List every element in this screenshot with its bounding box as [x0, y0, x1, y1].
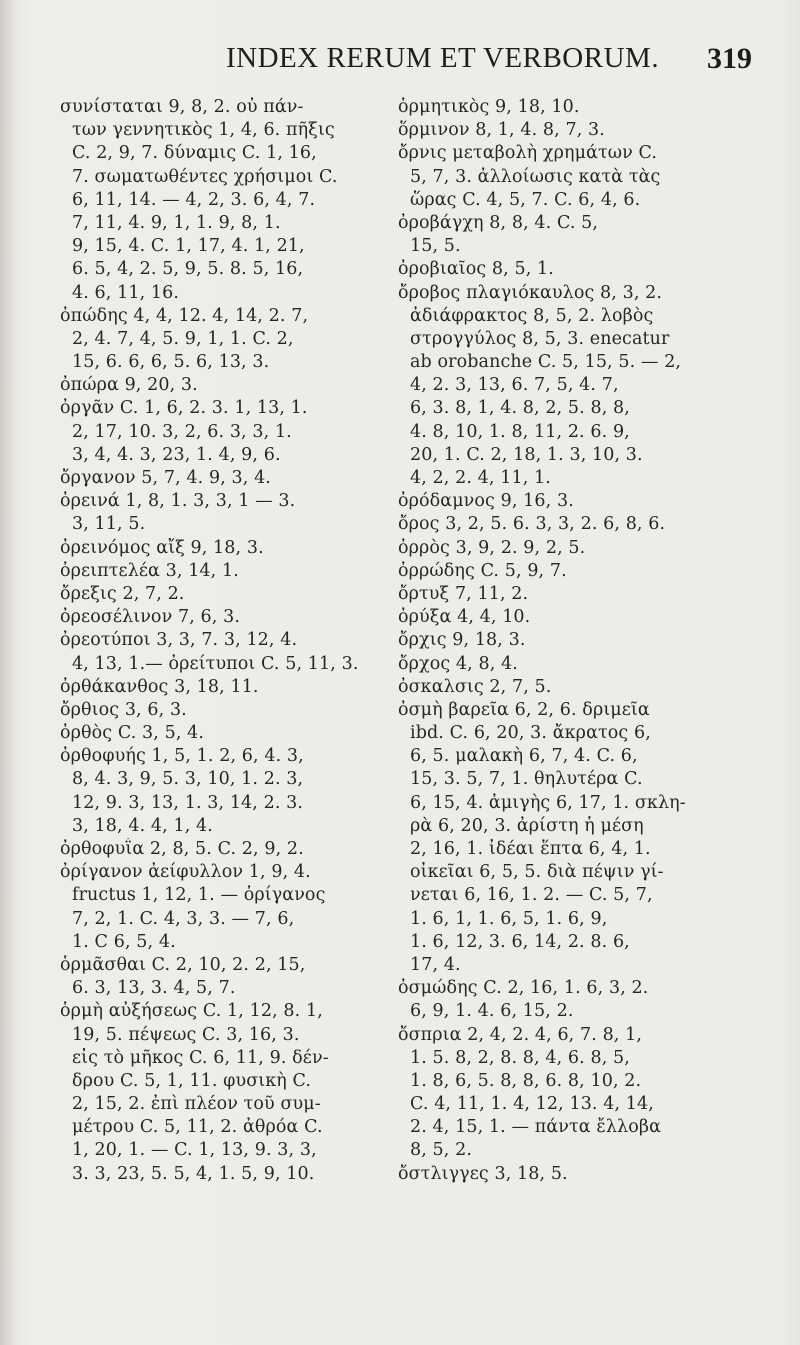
index-entry-line: ὀρρὸς 3, 9, 2. 9, 2, 5.	[398, 537, 586, 558]
index-continuation-line: 6, 5. μαλακὴ 6, 7, 4. C. 6,	[410, 746, 638, 767]
index-entry-line: ὄσπρια 2, 4, 2. 4, 6, 7. 8, 1,	[398, 1024, 643, 1045]
index-entry-line: ὀροβάγχη 8, 8, 4. C. 5,	[398, 212, 599, 233]
index-continuation-line: fructus 1, 12, 1. — ὀρίγανος	[72, 885, 326, 906]
index-continuation-line: νεται 6, 16, 1. 2. — C. 5, 7,	[410, 885, 653, 906]
index-entry-line: ὀρειπτελέα 3, 14, 1.	[60, 560, 239, 581]
index-entry-line: ὄρχος 4, 8, 4.	[398, 653, 518, 674]
index-entry-line: ὅρμινον 8, 1, 4. 8, 7, 3.	[398, 120, 605, 141]
index-continuation-line: 7. σωματωθέντες χρήσιμοι C.	[72, 166, 338, 187]
index-entry-line: ὀρεοτύποι 3, 3, 7. 3, 12, 4.	[60, 630, 298, 651]
index-entry-line: ὄργανον 5, 7, 4. 9, 3, 4.	[60, 468, 271, 488]
index-entry-line: ὀρίγανον ἀείφυλλον 1, 9, 4.	[60, 862, 311, 883]
index-continuation-line: 17, 4.	[410, 954, 461, 975]
index-continuation-line: ρὰ 6, 20, 3. ἀρίστη ἡ μέση	[410, 815, 644, 836]
page-header	[58, 38, 758, 88]
binding-shadow	[0, 0, 16, 1345]
index-entry-line: ὀρθοφυΐα 2, 8, 5. C. 2, 9, 2.	[60, 839, 304, 859]
index-continuation-line: ibd. C. 6, 20, 3. ἄκρατος 6,	[410, 723, 651, 744]
index-entry-line: ὄροβος πλαγιόκαυλος 8, 3, 2.	[398, 282, 663, 303]
index-entry-line: ὄρεξις 2, 7, 2.	[60, 583, 185, 604]
index-continuation-line: εἰς τὸ μῆκος C. 6, 11, 9. δέν-	[72, 1047, 329, 1068]
index-entry-line: ὄστλιγγες 3, 18, 5.	[398, 1163, 568, 1184]
index-continuation-line: των γεννητικὸς 1, 4, 6. πῆξις	[72, 120, 335, 141]
index-continuation-line: 1. 8, 6, 5. 8, 8, 6. 8, 10, 2.	[410, 1070, 642, 1091]
index-entry-line: ὀρεοσέλινον 7, 6, 3.	[60, 607, 240, 628]
index-continuation-line: 2, 15, 2. ἐπὶ πλέον τοῦ συμ-	[72, 1094, 321, 1115]
index-column-left	[60, 96, 400, 1186]
index-continuation-line: 5, 7, 3. ἀλλοίωσις κατὰ τὰς	[410, 166, 661, 187]
index-entry-line: ὀσκαλσις 2, 7, 5.	[398, 676, 552, 697]
index-continuation-line: ἀδιάφρακτος 8, 5, 2. λοβὸς	[410, 305, 654, 326]
index-continuation-line: 15, 6. 6, 6, 5. 6, 13, 3.	[72, 352, 270, 373]
index-entry-line: ὄρχις 9, 18, 3.	[398, 630, 526, 651]
index-continuation-line: 1. 6, 12, 3. 6, 14, 2. 8. 6,	[410, 931, 630, 952]
index-continuation-line: 2, 16, 1. ἰδέαι ἕπτα 6, 4, 1.	[410, 839, 651, 859]
index-continuation-line: 2, 17, 10. 3, 2, 6. 3, 3, 1.	[72, 421, 292, 442]
index-continuation-line: C. 4, 11, 1. 4, 12, 13. 4, 14,	[410, 1094, 654, 1115]
index-continuation-line: 19, 5. πέψεως C. 3, 16, 3.	[72, 1024, 300, 1045]
index-continuation-line: 4. 6, 11, 16.	[72, 282, 180, 303]
index-continuation-line: 6, 11, 14. — 4, 2, 3. 6, 4, 7.	[72, 189, 316, 210]
index-continuation-line: μέτρου C. 5, 11, 2. ἀθρόα C.	[72, 1117, 323, 1138]
index-continuation-line: 3, 11, 5.	[72, 514, 146, 535]
index-continuation-line: 3, 4, 4. 3, 23, 1. 4, 9, 6.	[72, 444, 281, 465]
index-entry-line: ὀσμώδης C. 2, 16, 1. 6, 3, 2.	[398, 978, 649, 999]
index-continuation-line: 2, 4. 7, 4, 5. 9, 1, 1. C. 2,	[72, 328, 294, 349]
index-continuation-line: 4, 13, 1.— ὀρείτυποι C. 5, 11, 3.	[72, 653, 359, 674]
index-continuation-line: 9, 15, 4. C. 1, 17, 4. 1, 21,	[72, 236, 305, 257]
index-entry-line: ὄρος 3, 2, 5. 6. 3, 3, 2. 6, 8, 6.	[398, 514, 666, 535]
index-continuation-line: 1, 20, 1. — C. 1, 13, 9. 3, 3,	[72, 1140, 317, 1161]
index-entry-line: ὁρμὴ αὐξήσεως C. 1, 12, 8. 1,	[60, 1001, 323, 1022]
index-entry-line: ὀπώρα 9, 20, 3.	[60, 375, 198, 396]
index-continuation-line: 6. 3, 13, 3. 4, 5, 7.	[72, 978, 236, 999]
index-continuation-line: 3. 3, 23, 5. 5, 4, 1. 5, 9, 10.	[72, 1163, 315, 1184]
index-continuation-line: 8, 5, 2.	[410, 1140, 473, 1161]
index-continuation-line: 12, 9. 3, 13, 1. 3, 14, 2. 3.	[72, 792, 304, 813]
index-entry-line: ὀρεινόμος αἴξ 9, 18, 3.	[60, 537, 264, 558]
index-continuation-line: 1. C 6, 5, 4.	[72, 931, 176, 952]
index-entry-line: ὄρνις μεταβολὴ χρημάτων C.	[398, 143, 658, 164]
index-continuation-line: δρου C. 5, 1, 11. φυσικὴ C.	[72, 1070, 312, 1091]
index-continuation-line: 20, 1. C. 2, 18, 1. 3, 10, 3.	[410, 444, 643, 465]
index-continuation-line: 6, 9, 1. 4. 6, 15, 2.	[410, 1001, 574, 1022]
index-continuation-line: στρογγύλος 8, 5, 3. enecatur	[410, 328, 670, 349]
index-continuation-line: 6, 3. 8, 1, 4. 8, 2, 5. 8, 8,	[410, 398, 630, 419]
index-entry-line: ὀρύξα 4, 4, 10.	[398, 607, 531, 628]
index-continuation-line: 1. 6, 1, 1. 6, 5, 1. 6, 9,	[410, 908, 608, 929]
index-continuation-line: 4, 2, 2. 4, 11, 1.	[410, 468, 551, 488]
index-entry-line: ὀρθὸς C. 3, 5, 4.	[60, 723, 205, 744]
index-continuation-line: ὥρας C. 4, 5, 7. C. 6, 4, 6.	[410, 189, 641, 210]
index-entry-line: ὀρόδαμνος 9, 16, 3.	[398, 491, 574, 512]
index-continuation-line: 1. 5. 8, 2, 8. 8, 4, 6. 8, 5,	[410, 1047, 630, 1068]
index-entry-line: ὀπώδης 4, 4, 12. 4, 14, 2. 7,	[60, 305, 309, 326]
index-entry-line: ὀρρώδης C. 5, 9, 7.	[398, 560, 567, 581]
index-entry-line: ὀργᾶν C. 1, 6, 2. 3. 1, 13, 1.	[60, 398, 308, 419]
index-column-right	[398, 96, 738, 1186]
index-continuation-line: 7, 2, 1. C. 4, 3, 3. — 7, 6,	[72, 908, 295, 929]
index-continuation-line: 6, 15, 4. ἀμιγὴς 6, 17, 1. σκλη-	[410, 792, 686, 813]
index-entry-line: ὀρθάκανθος 3, 18, 11.	[60, 676, 259, 697]
index-entry-line: ὀρθοφυής 1, 5, 1. 2, 6, 4. 3,	[60, 746, 304, 767]
index-entry-line: ὀροβιαῖος 8, 5, 1.	[398, 259, 554, 280]
index-continuation-line: ab orobanche C. 5, 15, 5. — 2,	[410, 352, 682, 373]
index-continuation-line: 7, 11, 4. 9, 1, 1. 9, 8, 1.	[72, 212, 281, 233]
index-continuation-line: οἰκεῖαι 6, 5, 5. διὰ πέψιν γί-	[410, 862, 664, 883]
index-continuation-line: 4, 2. 3, 13, 6. 7, 5, 4. 7,	[410, 375, 619, 396]
index-entry-line: συνίσταται 9, 8, 2. οὐ πάν-	[60, 97, 304, 117]
index-continuation-line: 6. 5, 4, 2. 5, 9, 5. 8. 5, 16,	[72, 259, 304, 280]
index-continuation-line: 15, 3. 5, 7, 1. θηλυτέρα C.	[410, 769, 643, 790]
index-continuation-line: 4. 8, 10, 1. 8, 11, 2. 6. 9,	[410, 421, 630, 442]
index-continuation-line: 8, 4. 3, 9, 5. 3, 10, 1. 2. 3,	[72, 769, 304, 790]
index-continuation-line: 2. 4, 15, 1. — πάντα ἔλλοβα	[410, 1117, 661, 1138]
index-entry-line: ὄρτυξ 7, 11, 2.	[398, 583, 529, 604]
index-entry-line: ὁρμᾶσθαι C. 2, 10, 2. 2, 15,	[60, 954, 306, 975]
index-entry-line: ὀσμὴ βαρεῖα 6, 2, 6. δριμεῖα	[398, 699, 650, 720]
running-title: INDEX RERUM ET VERBORUM.	[226, 42, 660, 74]
index-continuation-line: C. 2, 9, 7. δύναμις C. 1, 16,	[72, 143, 317, 164]
index-entry-line: ὄρθιος 3, 6, 3.	[60, 699, 187, 720]
index-continuation-line: 15, 5.	[410, 236, 461, 257]
index-entry-line: ὀρεινά 1, 8, 1. 3, 3, 1 — 3.	[60, 491, 296, 512]
page-number: 319	[707, 42, 752, 75]
index-continuation-line: 3, 18, 4. 4, 1, 4.	[72, 815, 213, 836]
index-entry-line: ὁρμητικὸς 9, 18, 10.	[398, 97, 580, 117]
